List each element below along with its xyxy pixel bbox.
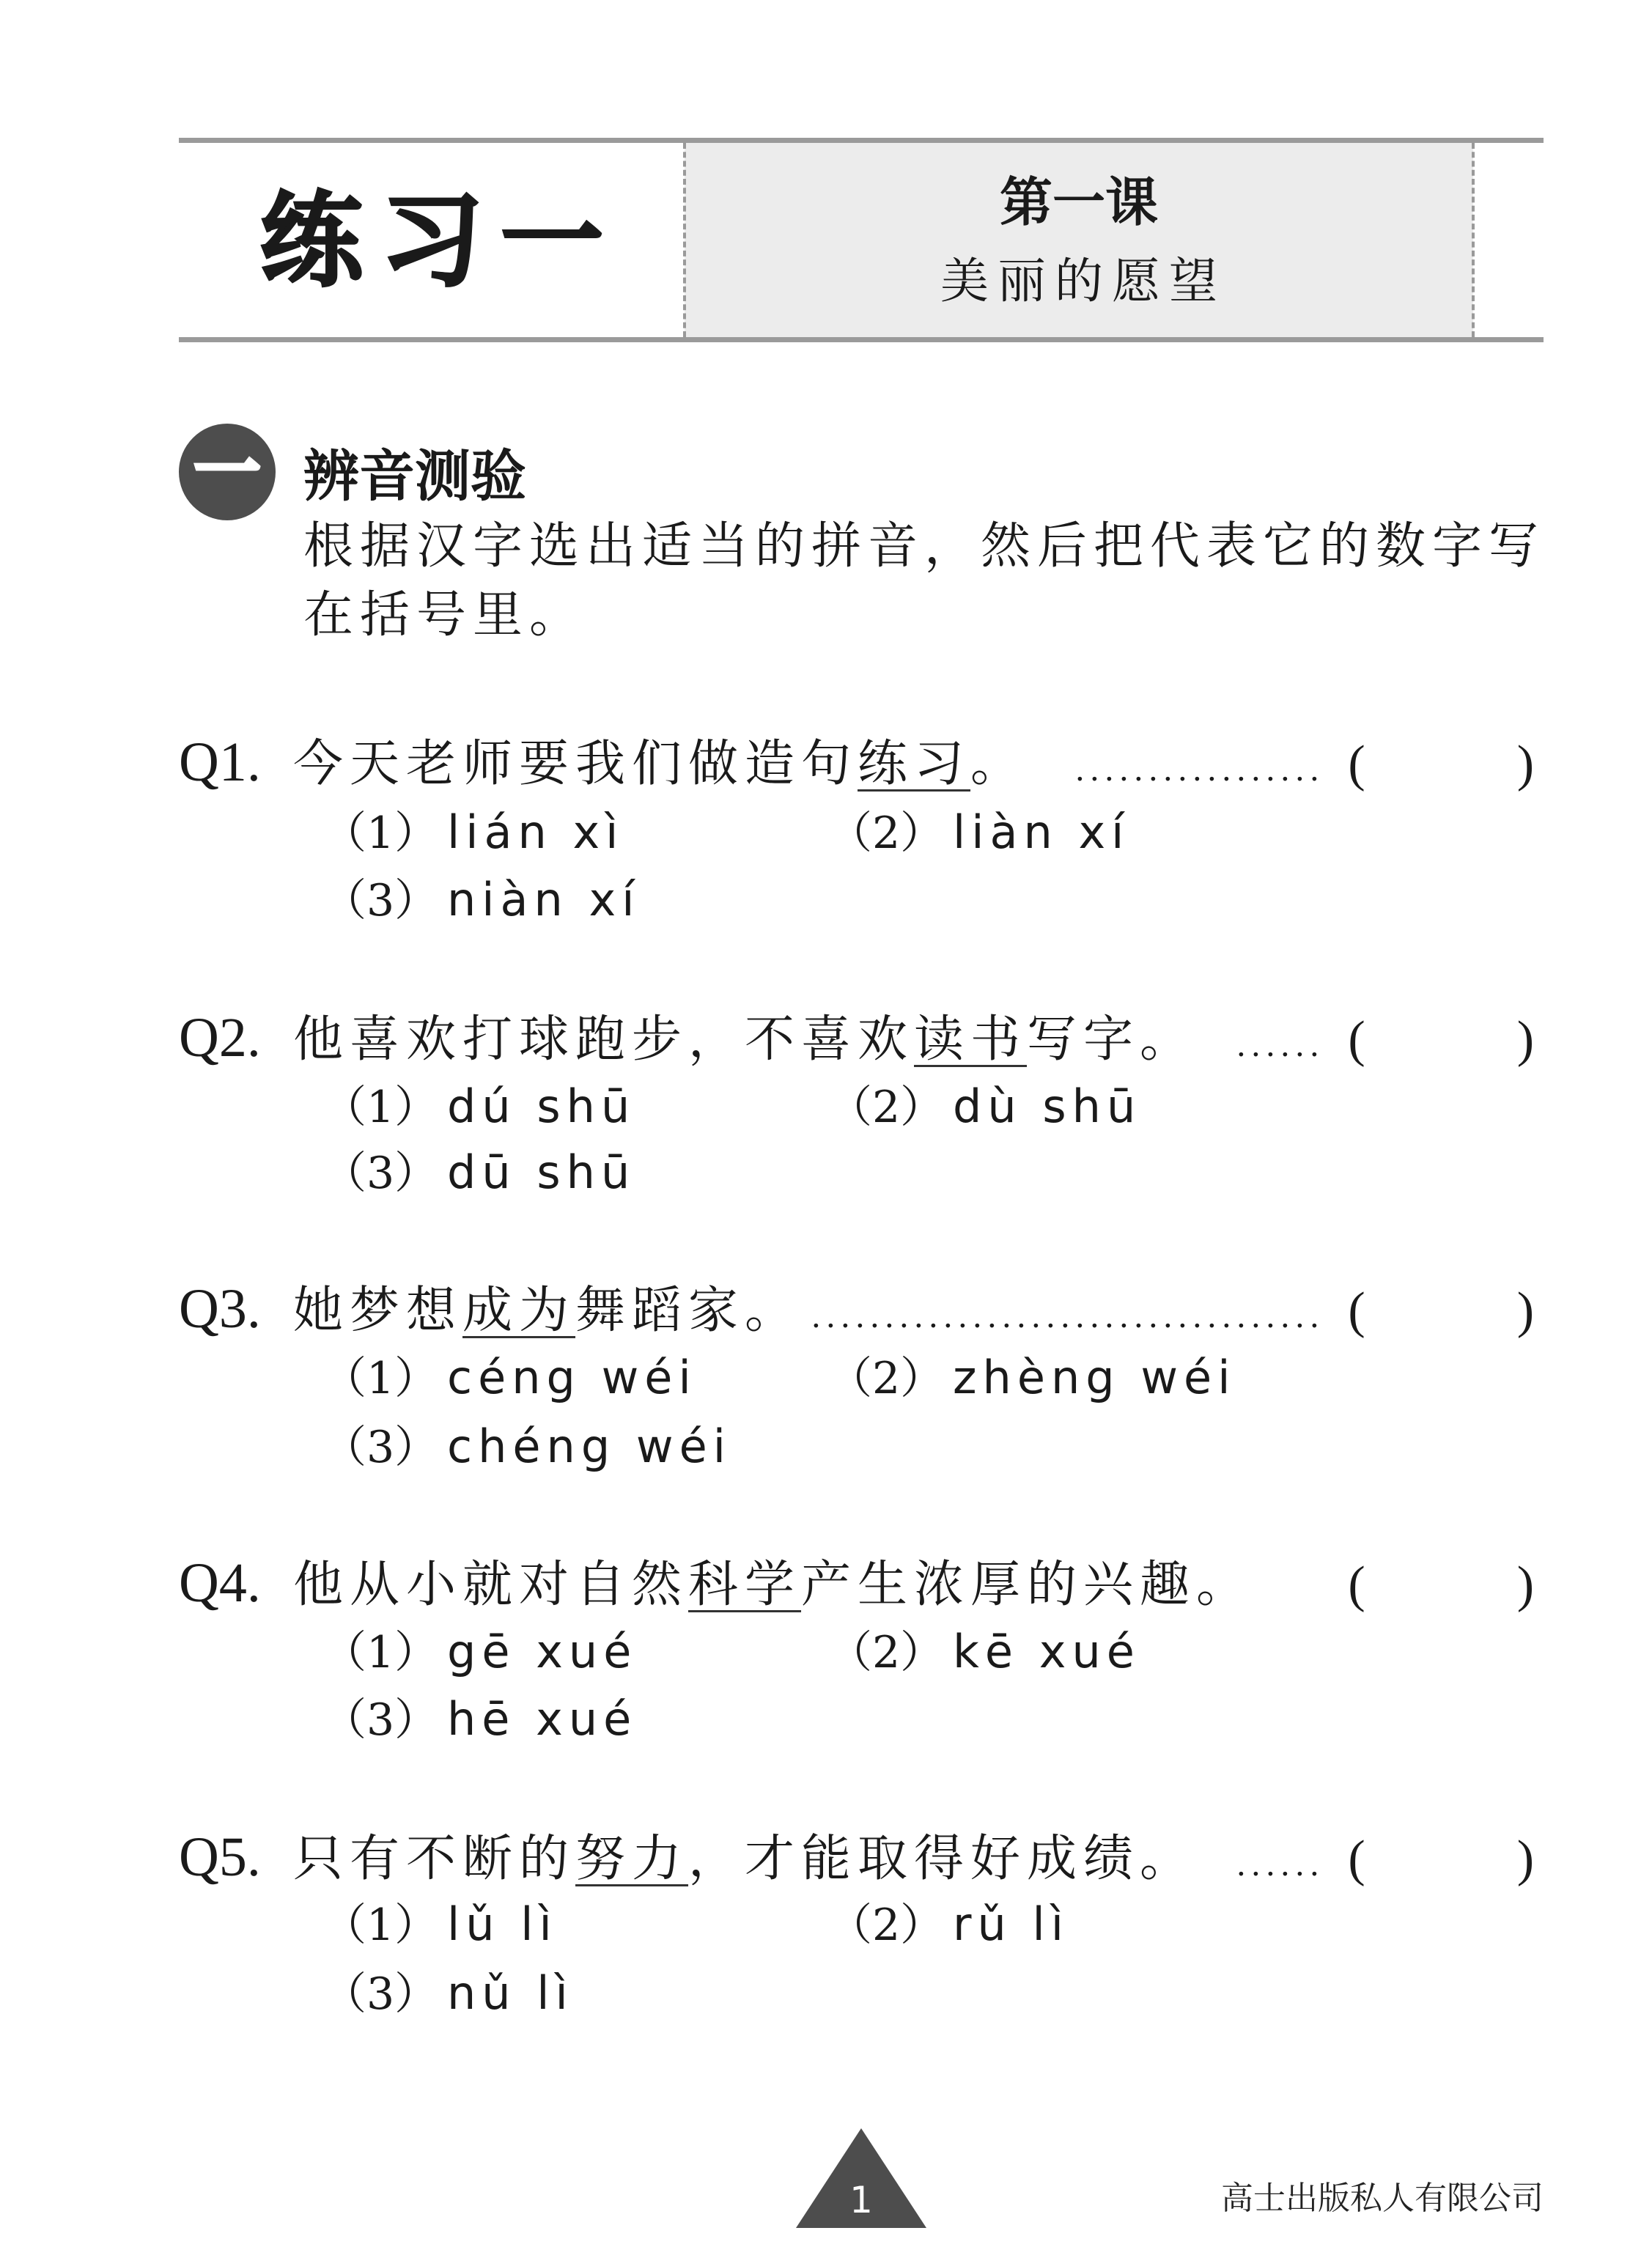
option-1 — [322, 800, 624, 866]
option-2 — [828, 1619, 1140, 1685]
option-number: （2） — [828, 1900, 945, 1951]
option-pinyin: zhèng wéi — [953, 1351, 1236, 1404]
question-number: Q4. — [179, 1552, 261, 1614]
dot-leader: ................................... — [811, 1296, 1325, 1335]
question-number: Q1. — [179, 731, 261, 793]
question-sentence — [293, 1278, 801, 1344]
dot-leader: ...... — [1236, 1845, 1325, 1883]
underlined-word: 科学 — [688, 1556, 802, 1614]
answer-bracket-close: ) — [1516, 1557, 1534, 1613]
option-1 — [322, 1619, 637, 1685]
exercise-title: 练习一 — [259, 182, 621, 301]
sentence-before: 他喜欢打球跑步，不喜欢 — [293, 1011, 915, 1069]
option-pinyin: dù shū — [953, 1080, 1142, 1133]
option-number: （3） — [322, 1422, 439, 1473]
option-3 — [322, 1140, 635, 1206]
underlined-word: 练习 — [858, 735, 971, 793]
option-pinyin: lǔ lì — [447, 1897, 558, 1951]
section-number-badge: 一 — [179, 424, 276, 520]
answer-bracket-close: ) — [1516, 1283, 1534, 1339]
option-2 — [828, 800, 1129, 866]
option-pinyin: rǔ lì — [953, 1897, 1069, 1951]
option-number: （3） — [322, 1694, 439, 1746]
section-heading: 辨音测验 — [303, 443, 526, 509]
lesson-title: 美丽的愿望 — [940, 253, 1226, 309]
dot-leader: ...... — [1236, 1025, 1325, 1064]
option-pinyin: lián xì — [447, 805, 624, 859]
question-sentence — [293, 1007, 1196, 1073]
question-sentence — [293, 1552, 1253, 1618]
option-number: （1） — [322, 1900, 439, 1951]
option-number: （1） — [322, 1353, 439, 1404]
sentence-before: 只有不断的 — [293, 1830, 576, 1888]
option-3 — [322, 1686, 637, 1752]
answer-bracket-close: ) — [1516, 1831, 1534, 1887]
answer-bracket-open: ( — [1348, 1831, 1365, 1887]
option-number: （3） — [322, 1148, 439, 1199]
question-sentence — [293, 731, 1027, 797]
question-number: Q2. — [179, 1007, 261, 1069]
sentence-before: 他从小就对自然 — [293, 1556, 689, 1614]
answer-bracket-open: ( — [1348, 1557, 1365, 1613]
option-pinyin: céng wéi — [447, 1351, 697, 1404]
underlined-word: 努力 — [575, 1830, 689, 1888]
lesson-number: 第一课 — [999, 171, 1158, 233]
underlined-word: 成为 — [462, 1282, 576, 1340]
option-pinyin: chéng wéi — [447, 1420, 731, 1473]
option-pinyin: kē xué — [953, 1625, 1140, 1678]
question-row — [179, 1276, 1534, 1342]
option-number: （3） — [322, 1969, 439, 2020]
question-row — [179, 1005, 1534, 1071]
sentence-after: 。 — [970, 735, 1028, 793]
answer-bracket-close: ) — [1516, 736, 1534, 792]
question-sentence — [293, 1826, 1196, 1892]
option-3 — [322, 867, 640, 933]
option-2 — [828, 1074, 1141, 1140]
instruction-text: 根据汉字选出适当的拼音，然后把代表它的数字写 — [303, 517, 1546, 575]
option-pinyin: nǔ lì — [447, 1966, 574, 2020]
sentence-after: 写字。 — [1027, 1011, 1197, 1069]
question-row — [179, 1824, 1534, 1890]
option-3 — [322, 1960, 574, 2026]
answer-bracket-close: ) — [1516, 1011, 1534, 1068]
option-number: （2） — [828, 808, 945, 859]
option-pinyin: niàn xí — [447, 873, 641, 926]
question-number: Q3. — [179, 1278, 261, 1340]
question-row — [179, 1550, 1534, 1616]
header-top-rule — [179, 138, 1544, 143]
sentence-after: 舞蹈家。 — [575, 1282, 802, 1340]
instruction-text: 在括号里。 — [303, 586, 586, 644]
sentence-after: 产生浓厚的兴趣。 — [801, 1556, 1253, 1614]
option-pinyin: dū shū — [447, 1145, 636, 1199]
answer-bracket-open: ( — [1348, 1011, 1365, 1068]
sentence-after: ，才能取得好成绩。 — [688, 1830, 1197, 1888]
option-2 — [828, 1892, 1069, 1958]
publisher-name: 高士出版私人有限公司 — [1221, 2180, 1544, 2217]
option-number: （2） — [828, 1353, 945, 1404]
option-3 — [322, 1414, 731, 1480]
sentence-before: 今天老师要我们做造句 — [293, 735, 858, 793]
answer-bracket-open: ( — [1348, 736, 1365, 792]
option-number: （1） — [322, 1082, 439, 1133]
option-2 — [828, 1345, 1236, 1411]
option-number: （2） — [828, 1082, 945, 1133]
option-1 — [322, 1892, 558, 1958]
question-number: Q5. — [179, 1826, 261, 1888]
answer-bracket-open: ( — [1348, 1283, 1365, 1339]
option-number: （1） — [322, 808, 439, 859]
option-number: （3） — [322, 875, 439, 926]
option-pinyin: gē xué — [447, 1625, 638, 1678]
option-1 — [322, 1074, 635, 1140]
option-pinyin: hē xué — [447, 1692, 638, 1746]
option-number: （2） — [828, 1627, 945, 1678]
underlined-word: 读书 — [914, 1011, 1028, 1069]
dot-leader: ................. — [1075, 750, 1325, 789]
option-1 — [322, 1345, 697, 1411]
question-row — [179, 729, 1534, 795]
page-number: 1 — [849, 2179, 873, 2221]
option-number: （1） — [322, 1627, 439, 1678]
sentence-before: 她梦想 — [293, 1282, 463, 1340]
option-pinyin: dú shū — [447, 1080, 636, 1133]
header-bottom-rule — [179, 337, 1544, 342]
option-pinyin: liàn xí — [953, 805, 1130, 859]
